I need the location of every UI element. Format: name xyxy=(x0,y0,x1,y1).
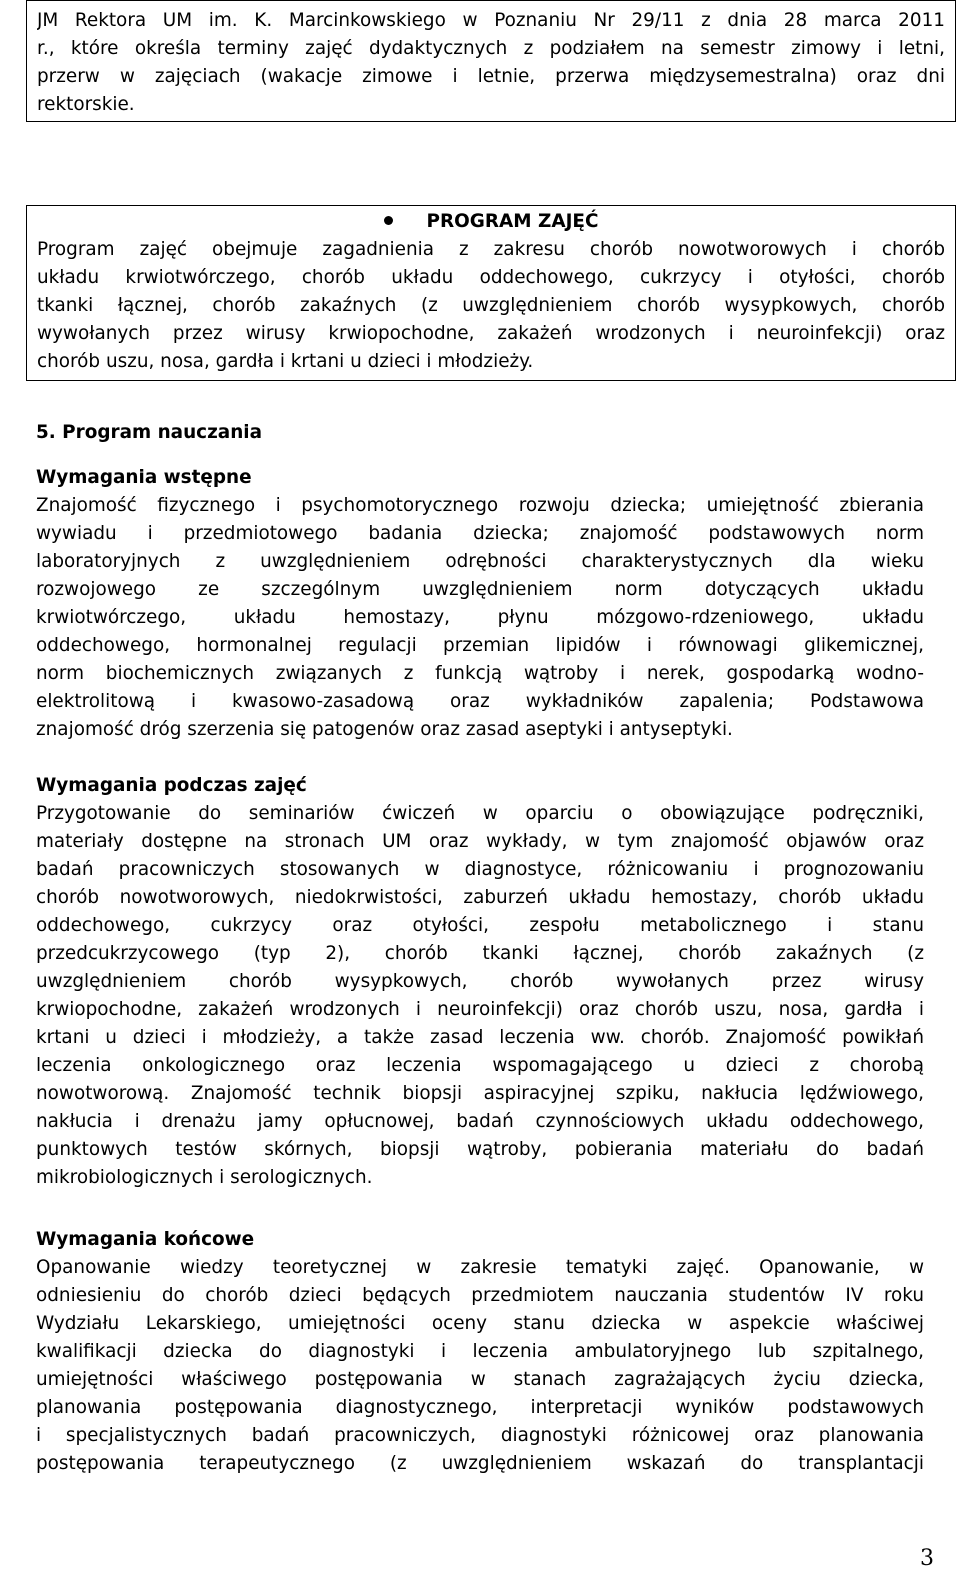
final-requirements-heading: Wymagania końcowe xyxy=(36,1229,255,1250)
text-line: układu krwiotwórczego, chorób układu oddechowego, cukrzycy i otyłości, chorób xyxy=(37,267,945,288)
text-line: mikrobiologicznych i serologicznych. xyxy=(36,1167,373,1188)
text-line: rozwojowego ze szczególnym uwzględnieniem norm dotyczących układu xyxy=(36,579,924,600)
text-line: wywiadu i przedmiotowego badania dziecka; znajomość podstawowych norm xyxy=(36,523,924,544)
final-requirements-section xyxy=(36,1226,924,1478)
text-line: krwiotwórczego, układu hemostazy, płynu mózgowo-rdzeniowego, układu xyxy=(36,607,924,628)
text-line: chorób uszu, nosa, gardła i krtani u dzieci i młodzieży. xyxy=(37,351,534,372)
text-line: nowotworową. Znajomość technik biopsji aspiracyjnej szpiku, nakłucia lędźwiowego, xyxy=(36,1083,924,1104)
text-line: nakłucia i drenażu jamy opłucnowej, badań czynnościowych układu oddechowego, xyxy=(36,1111,924,1132)
program-title-row xyxy=(27,208,955,236)
prerequisites-heading: Wymagania wstępne xyxy=(36,467,252,488)
text-line: oddechowego, cukrzycy oraz otyłości, zespołu metabolicznego i stanu xyxy=(36,915,924,936)
text-line: laboratoryjnych z uwzględnieniem odrębności charakterystycznych dla wieku xyxy=(36,551,924,572)
text-line: odniesieniu do chorób dzieci będących przedmiotem nauczania studentów IV roku xyxy=(36,1285,924,1306)
text-line: Opanowanie wiedzy teoretycznej w zakresie tematyki zajęć. Opanowanie, w xyxy=(36,1257,924,1278)
text-line: elektrolitową i kwasowo-zasadową oraz wykładników zapalenia; Podstawowa xyxy=(36,691,924,712)
text-line: leczenia onkologicznego oraz leczenia wspomagającego u dzieci z chorobą xyxy=(36,1055,924,1076)
during-classes-heading: Wymagania podczas zajęć xyxy=(36,775,307,796)
text-line: Znajomość fizycznego i psychomotorycznego rozwoju dziecka; umiejętność zbierania xyxy=(36,495,924,516)
text-line: przedcukrzycowego (typ 2), chorób tkanki łącznej, chorób zakaźnych (z xyxy=(36,943,924,964)
text-line: wywołanych przez wirusy krwiopochodne, zakażeń wrodzonych i neuroinfekcji) oraz xyxy=(37,323,945,344)
during-classes-section xyxy=(36,772,924,1192)
program-text xyxy=(37,236,945,376)
text-line: chorób nowotworowych, niedokrwistości, zaburzeń układu hemostazy, chorób układu xyxy=(36,887,924,908)
text-line: Przygotowanie do seminariów ćwiczeń w oparciu o obowiązujące podręczniki, xyxy=(36,803,924,824)
text-line: punktowych testów skórnych, biopsji wątroby, pobierania materiału do badań xyxy=(36,1139,924,1160)
text-line: JM Rektora UM im. K. Marcinkowskiego w Poznaniu Nr 29/11 z dnia 28 marca 2011 xyxy=(37,10,945,31)
text-line: uwzględnieniem chorób wysypkowych, chorób wywołanych przez wirusy xyxy=(36,971,924,992)
text-line: i specjalistycznych badań pracowniczych, diagnostyki różnicowej oraz planowania xyxy=(36,1425,924,1446)
text-line: postępowania terapeutycznego (z uwzględnieniem wskazań do transplantacji xyxy=(36,1453,924,1474)
program-title: PROGRAM ZAJĘĆ xyxy=(426,211,599,232)
text-line: materiały dostępne na stronach UM oraz wykłady, w tym znajomość objawów oraz xyxy=(36,831,924,852)
text-line: badań pracowniczych stosowanych w diagnostyce, różnicowaniu i prognozowaniu xyxy=(36,859,924,880)
text-line: kwalifikacji dziecka do diagnostyki i leczenia ambulatoryjnego lub szpitalnego, xyxy=(36,1341,924,1362)
text-line: norm biochemicznych związanych z funkcją wątroby i nerek, gospodarką wodno- xyxy=(36,663,924,684)
page-number: 3 xyxy=(920,1546,934,1571)
prerequisites-section xyxy=(36,464,924,744)
text-line: umiejętności właściwego postępowania w stanach zagrażających życiu dziecka, xyxy=(36,1369,924,1390)
text-line: tkanki łącznej, chorób zakaźnych (z uwzględnieniem chorób wysypkowych, chorób xyxy=(37,295,945,316)
header-text-box xyxy=(26,0,956,122)
text-line: r., które określa terminy zajęć dydaktycznych z podziałem na semestr zimowy i letni, xyxy=(37,38,945,59)
text-line: Wydziału Lekarskiego, umiejętności oceny stanu dziecka w aspekcie właściwej xyxy=(36,1313,924,1334)
header-text xyxy=(37,7,945,119)
text-line: krtani u dzieci i młodzieży, a także zasad leczenia ww. chorób. Znajomość powikłań xyxy=(36,1027,924,1048)
text-line: znajomość dróg szerzenia się patogenów oraz zasad aseptyki i antyseptyki. xyxy=(36,719,733,740)
text-line: oddechowego, hormonalnej regulacji przemian lipidów i równowagi glikemicznej, xyxy=(36,635,924,656)
text-line: planowania postępowania diagnostycznego, interpretacji wyników podstawowych xyxy=(36,1397,924,1418)
text-line: rektorskie. xyxy=(37,94,135,115)
program-box xyxy=(26,205,956,381)
section-heading-block xyxy=(36,419,924,447)
text-line: przerw w zajęciach (wakacje zimowe i letnie, przerwa międzysemestralna) oraz dni xyxy=(37,66,945,87)
bullet-icon xyxy=(384,216,393,225)
text-line: Program zajęć obejmuje zagadnienia z zakresu chorób nowotworowych i chorób xyxy=(37,239,945,260)
section-heading: 5. Program nauczania xyxy=(36,422,262,443)
text-line: krwiopochodne, zakażeń wrodzonych i neuroinfekcji) oraz chorób uszu, nosa, gardła i xyxy=(36,999,924,1020)
